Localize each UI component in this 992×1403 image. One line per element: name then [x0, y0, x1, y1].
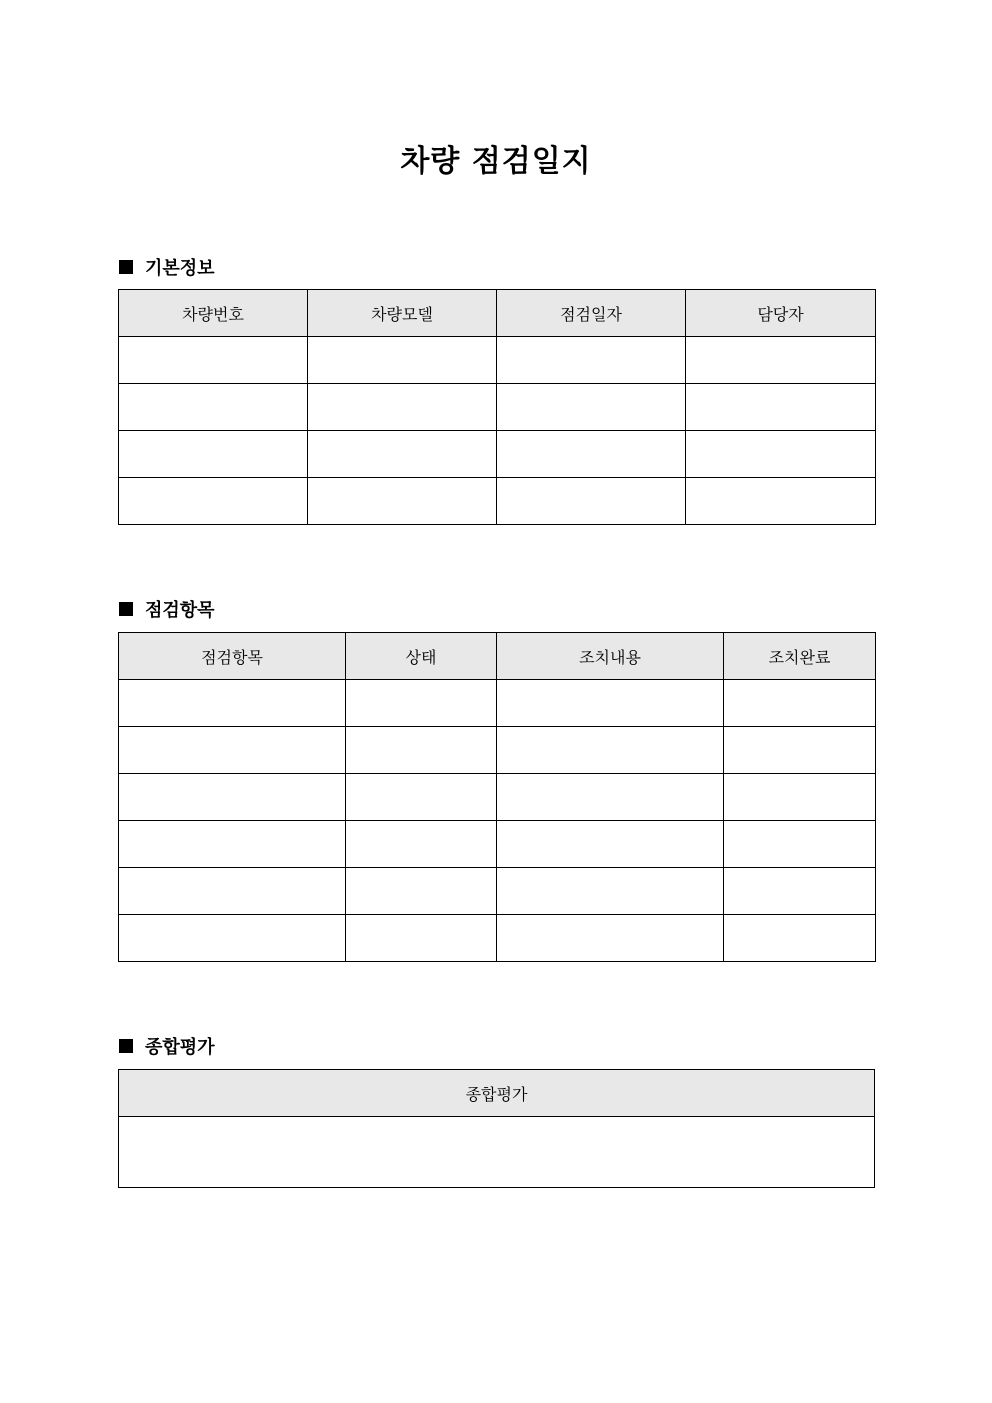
inspection-items-table	[118, 632, 876, 962]
column-header-action-details: 조치내용	[497, 633, 724, 680]
table-row	[119, 384, 876, 431]
table-cell[interactable]	[686, 337, 876, 384]
table-row	[119, 821, 876, 868]
table-cell[interactable]	[119, 680, 346, 727]
table-header-row	[119, 1070, 875, 1117]
section-heading-label: 기본정보	[145, 258, 215, 279]
table-row	[119, 1117, 875, 1188]
table-cell[interactable]	[497, 868, 724, 915]
table-cell[interactable]	[119, 915, 346, 962]
table-row	[119, 478, 876, 525]
table-cell[interactable]	[346, 821, 497, 868]
table-row	[119, 431, 876, 478]
table-cell[interactable]	[497, 478, 686, 525]
square-bullet-icon	[119, 260, 133, 274]
table-cell[interactable]	[497, 915, 724, 962]
table-cell[interactable]	[497, 384, 686, 431]
table-cell[interactable]	[119, 821, 346, 868]
column-header-vehicle-model: 차량모델	[308, 290, 497, 337]
table-header-row	[119, 633, 876, 680]
table-cell[interactable]	[119, 384, 308, 431]
column-header-manager: 담당자	[686, 290, 876, 337]
table-row	[119, 337, 876, 384]
table-cell[interactable]	[119, 774, 346, 821]
table-cell[interactable]	[119, 431, 308, 478]
document-title: 차량 점검일지	[400, 144, 592, 179]
section-heading-summary	[119, 1033, 215, 1059]
table-cell[interactable]	[686, 431, 876, 478]
column-header-status: 상태	[346, 633, 497, 680]
table-row	[119, 774, 876, 821]
table-row	[119, 868, 876, 915]
table-cell[interactable]	[119, 727, 346, 774]
table-cell[interactable]	[497, 337, 686, 384]
table-cell[interactable]	[346, 915, 497, 962]
column-header-overall-evaluation: 종합평가	[119, 1070, 875, 1117]
basic-info-table	[118, 289, 876, 525]
table-cell[interactable]	[724, 868, 876, 915]
table-cell[interactable]	[346, 727, 497, 774]
square-bullet-icon	[119, 602, 133, 616]
section-heading-basic-info	[119, 254, 215, 280]
table-cell[interactable]	[346, 680, 497, 727]
table-cell[interactable]	[308, 431, 497, 478]
table-cell[interactable]	[119, 478, 308, 525]
table-cell[interactable]	[497, 680, 724, 727]
table-cell[interactable]	[724, 915, 876, 962]
table-cell[interactable]	[497, 727, 724, 774]
table-header-row	[119, 290, 876, 337]
column-header-inspection-item: 점검항목	[119, 633, 346, 680]
section-heading-label: 종합평가	[145, 1037, 215, 1058]
table-row	[119, 915, 876, 962]
column-header-action-completed: 조치완료	[724, 633, 876, 680]
table-row	[119, 680, 876, 727]
table-cell[interactable]	[497, 431, 686, 478]
summary-table	[118, 1069, 875, 1188]
section-heading-label: 점검항목	[145, 600, 215, 621]
table-cell[interactable]	[686, 478, 876, 525]
summary-input-cell[interactable]	[119, 1117, 875, 1188]
table-cell[interactable]	[346, 868, 497, 915]
table-cell[interactable]	[308, 478, 497, 525]
table-cell[interactable]	[308, 384, 497, 431]
table-cell[interactable]	[724, 727, 876, 774]
column-header-vehicle-number: 차량번호	[119, 290, 308, 337]
section-heading-inspection-items	[119, 596, 215, 622]
table-cell[interactable]	[119, 868, 346, 915]
square-bullet-icon	[119, 1039, 133, 1053]
column-header-inspection-date: 점검일자	[497, 290, 686, 337]
table-cell[interactable]	[724, 680, 876, 727]
table-cell[interactable]	[724, 774, 876, 821]
table-cell[interactable]	[119, 337, 308, 384]
table-cell[interactable]	[497, 774, 724, 821]
table-cell[interactable]	[497, 821, 724, 868]
table-cell[interactable]	[724, 821, 876, 868]
table-cell[interactable]	[686, 384, 876, 431]
table-cell[interactable]	[308, 337, 497, 384]
table-row	[119, 727, 876, 774]
table-cell[interactable]	[346, 774, 497, 821]
